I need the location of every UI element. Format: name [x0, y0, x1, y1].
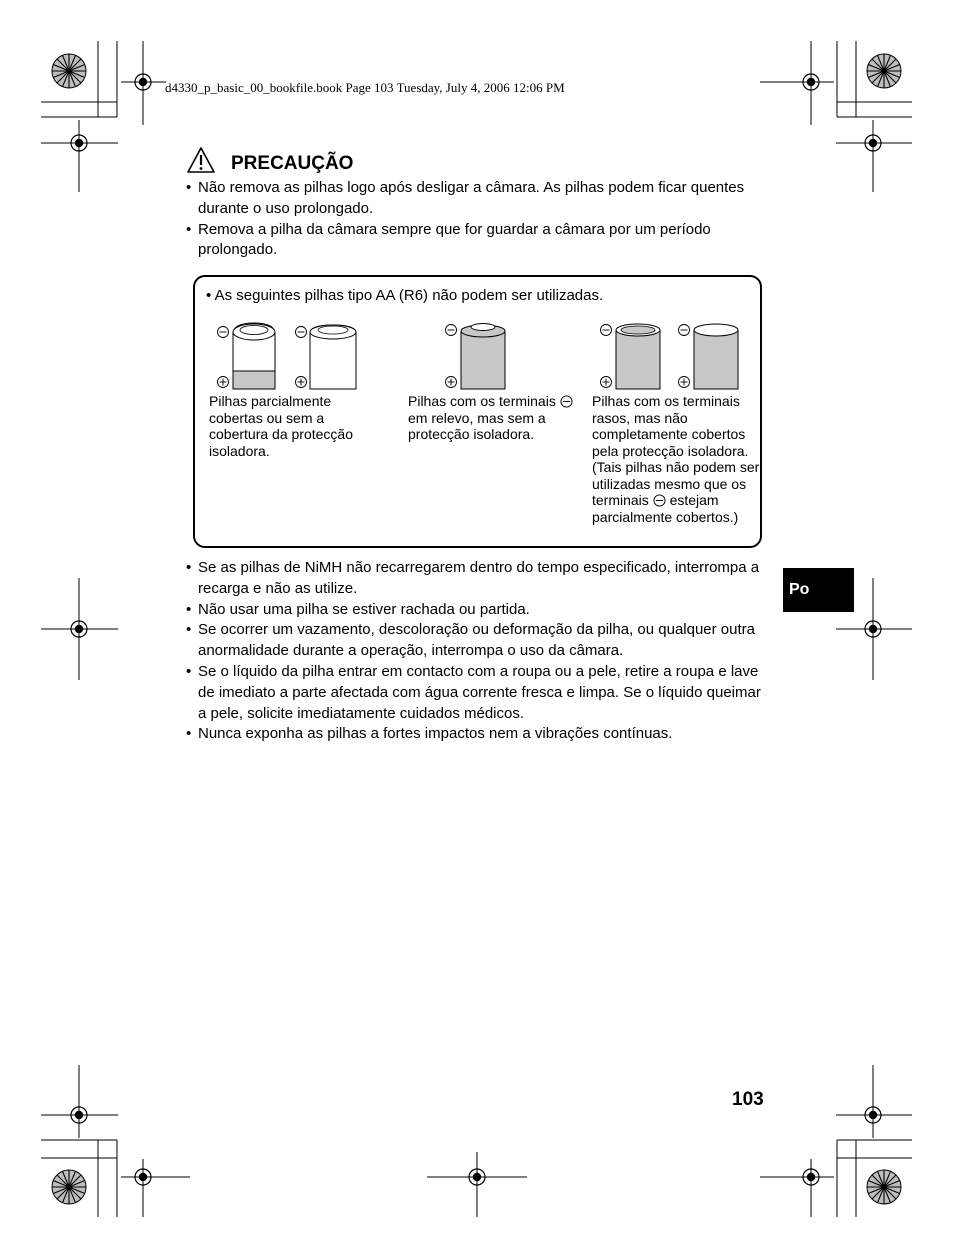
list-item: • Não remova as pilhas logo após desligar a câmara. As pilhas podem ficar quentes durante o uso prolongado. [186, 178, 771, 220]
list-item: • Nunca exponha as pilhas a fortes impactos nem a vibrações contínuas. [186, 724, 771, 745]
caption-raised-terminals-b: em relevo, mas sem a protecção isoladora. [408, 409, 546, 442]
caution-list [186, 178, 771, 261]
minus-terminal-icon [560, 395, 573, 408]
minus-terminal-icon [653, 494, 666, 507]
battery-flat-partial [601, 324, 661, 389]
list-item: • Não usar uma pilha se estiver rachada ou partida. [186, 600, 771, 621]
caution-title: PRECAUÇÃO [231, 153, 354, 174]
battery-no-cover [296, 325, 357, 389]
caption-raised-terminals-a: Pilhas com os terminais [408, 393, 556, 409]
caption-raised-terminals [408, 393, 576, 443]
caption-flat-terminals-b: estejam parcialmente cobertos.) [592, 492, 739, 525]
warning-triangle-icon [186, 146, 216, 174]
battery-illustrations [200, 316, 760, 392]
list-item: • Se o líquido da pilha entrar em contacto com a roupa ou a pele, retire a roupa e lave de imediato a parte afectada com água corrente fresca e limpa. Se o líquido queimar a pele, solicite imediatamente cuidados médicos. [186, 662, 771, 724]
battery-box-lead: • As seguintes pilhas tipo AA (R6) não podem ser utilizadas. [206, 287, 604, 304]
caption-partial-cover: Pilhas parcialmente cobertas ou sem a cobertura da protecção isoladora. [209, 393, 353, 459]
battery-partial-cover [218, 323, 276, 389]
list-item: • Remova a pilha da câmara sempre que for guardar a câmara por um período prolongado. [186, 220, 771, 262]
page-number: 103 [732, 1089, 764, 1110]
list-item: • Se as pilhas de NiMH não recarregarem dentro do tempo especificado, interrompa a recarga e não as utilize. [186, 558, 771, 600]
battery-safety-list [186, 558, 771, 745]
battery-box-lead-text: As seguintes pilhas tipo AA (R6) não podem ser utilizadas. [214, 287, 604, 304]
caption-flat-terminals-a: Pilhas com os terminais rasos, mas não completamente cobertos pela protecção isoladora. (Tais pilhas não podem ser utilizadas mesmo que os terminais [592, 393, 760, 508]
language-tab: Po [783, 568, 854, 612]
caption-flat-terminals [592, 393, 763, 525]
battery-flat [679, 324, 739, 389]
battery-raised-terminal [446, 324, 506, 390]
print-header: d4330_p_basic_00_bookfile.book Page 103 Tuesday, July 4, 2006 12:06 PM [165, 80, 565, 95]
list-item: • Se ocorrer um vazamento, descoloração ou deformação da pilha, ou qualquer outra anormalidade durante a operação, interrompa o uso da câmara. [186, 620, 771, 662]
